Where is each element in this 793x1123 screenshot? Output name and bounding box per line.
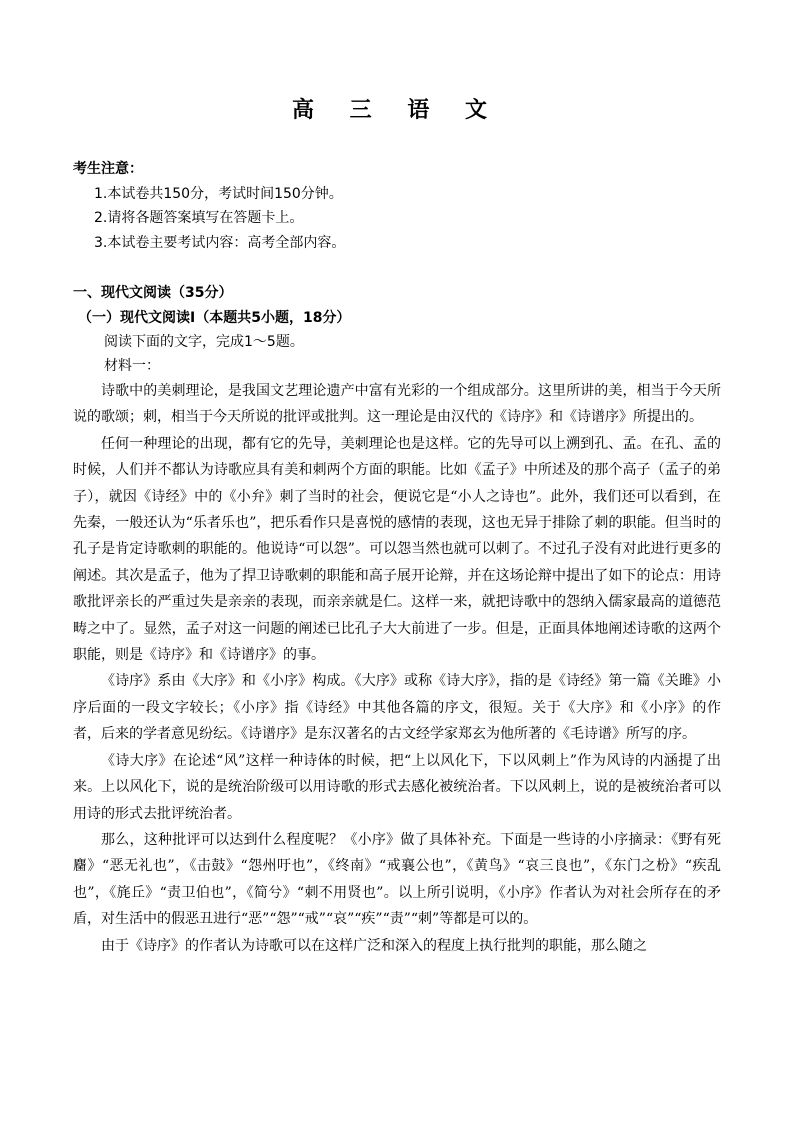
notice-heading: 考生注意： (73, 161, 143, 177)
passage-text (73, 378, 721, 959)
notice-item: 1.本试卷共150分，考试时间150分钟。 (94, 186, 343, 202)
notice-item: 3.本试卷主要考试内容：高考全部内容。 (94, 235, 346, 251)
material-label: 材料一： (104, 358, 160, 374)
passage-paragraph: 任何一种理论的出现，都有它的先导，美刺理论也是这样。它的先导可以上溯到孔、孟。在孔、孟的时候，人们并不都认为诗歌应具有美和刺两个方面的职能。比如《孟子》中所述及的那个高子（孟子的弟子），就因《诗经》中的《小弁》刺了当时的社会，便说它是“小人之诗也”。此外，我们还可以看到，在先秦，一般还认为“乐者乐也”，把乐看作只是喜悦的感情的表现，这也无异于排除了刺的职能。但当时的孔子是肯定诗歌刺的职能的。他说诗“可以怨”。可以怨当然也就可以刺了。不过孔子没有对此进行更多的阐述。其次是孟子，他为了捍卫诗歌刺的职能和高子展开论辩，并在这场论辩中提出了如下的论点：用诗歌批评亲长的严重过失是亲亲的表现，而亲亲就是仁。这样一来，就把诗歌中的怨纳入儒家最高的道德范畴之中了。显然，孟子对这一问题的阐述已比孔子大大前进了一步。但是，正面具体地阐述诗歌的这两个职能，则是《诗序》和《诗谱序》的事。 (73, 435, 721, 664)
passage-paragraph: 诗歌中的美刺理论，是我国文艺理论遗产中富有光彩的一个组成部分。这里所讲的美，相当于今天所说的歌颂；刺，相当于今天所说的批评或批判。这一理论是由汉代的《诗序》和《诗谱序》所提出的。 (73, 383, 721, 426)
notice-item: 2.请将各题答案填写在答题卡上。 (94, 210, 304, 226)
passage-paragraph: 《诗大序》在论述“风”这样一种诗体的时候，把“上以风化下，下以风刺上”作为风诗的内涵提了出来。上以风化下，说的是统治阶级可以用诗歌的形式去感化被统治者。下以风刺上，说的是被统治者可以用诗的形式去批评统治者。 (73, 752, 721, 822)
passage-paragraph: 《诗序》系由《大序》和《小序》构成。《大序》或称《诗大序》，指的是《诗经》第一篇《关雎》小序后面的一段文字较长；《小序》指《诗经》中其他各篇的序文，很短。关于《大序》和《小序》的作者，后来的学者意见纷纭。《诗谱序》是东汉著名的古文经学家郑玄为他所著的《毛诗谱》所写的序。 (73, 673, 721, 743)
subsection-heading: （一）现代文阅读Ⅰ（本题共5小题，18分） (78, 310, 351, 326)
document-title: 高 三 语 文 (292, 98, 501, 123)
section-heading: 一、现代文阅读（35分） (73, 285, 233, 301)
passage-paragraph: 由于《诗序》的作者认为诗歌可以在这样广泛和深入的程度上执行批判的职能，那么随之 (101, 937, 647, 954)
reading-instruction: 阅读下面的文字，完成1～5题。 (104, 334, 304, 350)
passage-paragraph: 那么，这种批评可以达到什么程度呢？《小序》做了具体补充。下面是一些诗的小序摘录：《野有死麕》“恶无礼也”，《击鼓》“怨州吁也”，《终南》“戒襄公也”，《黄鸟》“哀三良也”，《东门之枌》“疾乱也”，《旄丘》“责卫伯也”，《简兮》“刺不用贤也”。以上所引说明，《小序》作者认为对社会所存在的矛盾，对生活中的假恶丑进行“恶”“怨”“戒”“哀”“疾”“责”“刺”等都是可以的。 (73, 831, 721, 928)
